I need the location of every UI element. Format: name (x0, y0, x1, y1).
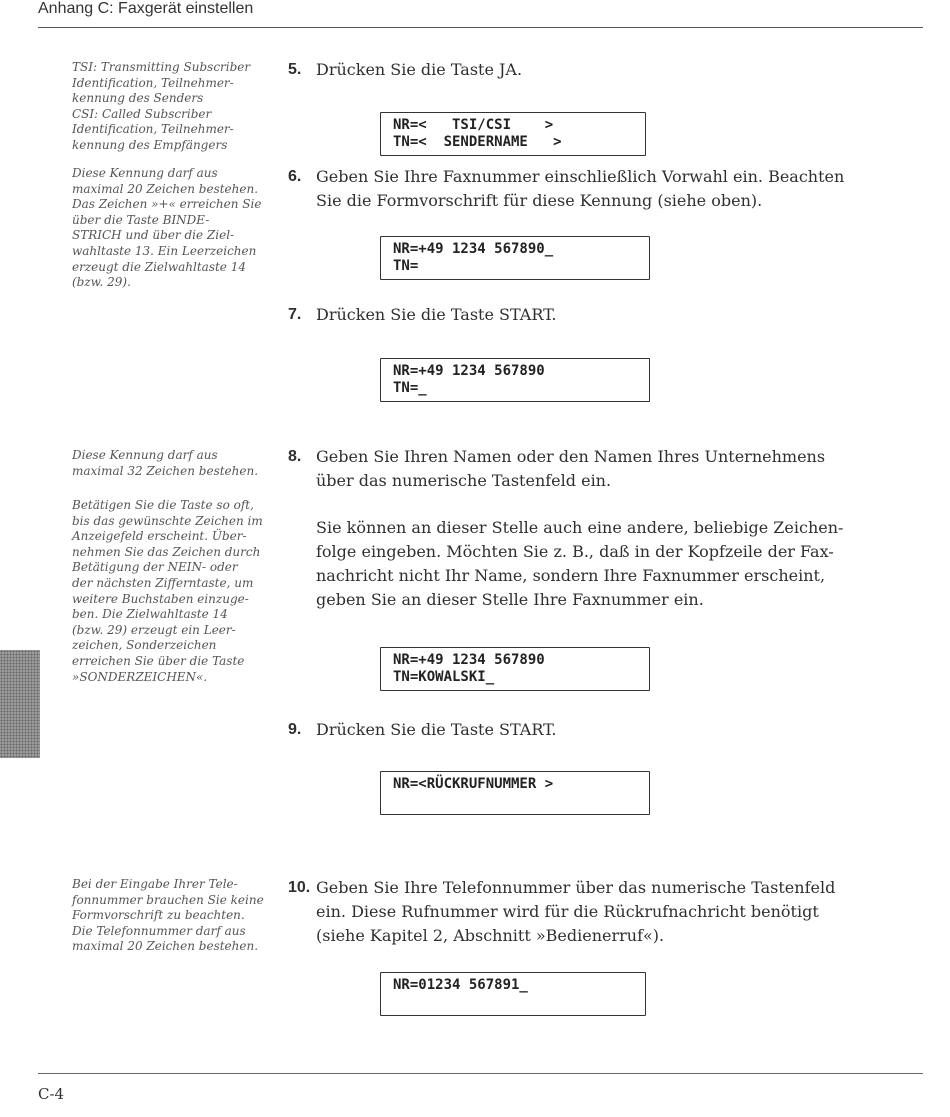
note-line: CSI: Called Subscriber (72, 106, 212, 121)
note-line: zeichen, Sonderzeichen (72, 638, 217, 653)
step-text-line: Sie die Formvorschrift für diese Kennung (siehe oben). (316, 191, 763, 210)
paragraph-line: Sie können an dieser Stelle auch eine andere, beliebige Zeichen- (316, 518, 844, 537)
note-line: Diese Kennung darf aus (72, 166, 218, 180)
note-line: Identification, Teilnehmer- (72, 75, 234, 90)
note-line: der nächsten Zifferntaste, um (72, 575, 254, 590)
step-5 (288, 58, 860, 82)
margin-note-phone-number (72, 877, 277, 955)
note-line: erreichen Sie über die Taste (72, 653, 245, 668)
step-10 (288, 876, 860, 948)
lcd-display-name-prompt (380, 358, 650, 402)
note-line: weitere Buchstaben einzuge- (72, 591, 249, 606)
lcd-display-callback-prompt (380, 771, 650, 815)
step-text: Drücken Sie die Taste JA. (316, 60, 523, 79)
lcd-line-2: TN=KOWALSKI_ (393, 669, 495, 685)
step-number: 8. (288, 448, 302, 465)
note-line: Betätigung der NEIN- oder (72, 560, 238, 575)
lcd-line-1: NR=+49 1234 567890_ (393, 241, 554, 257)
lcd-line-1: NR=+49 1234 567890 (393, 363, 545, 379)
step-text-line: über das numerische Tastenfeld ein. (316, 471, 612, 490)
note-line: maximal 20 Zeichen bestehen. (72, 939, 259, 954)
note-line: wahltaste 13. Ein Leerzeichen (72, 243, 257, 258)
note-line: Identification, Teilnehmer- (72, 122, 234, 137)
note-line: Formvorschrift zu beachten. (72, 908, 245, 923)
step-text-line: (siehe Kapitel 2, Abschnitt »Bedienerruf«). (316, 926, 665, 945)
margin-note-character-entry (72, 498, 277, 685)
step-6 (288, 165, 860, 213)
note-line: maximal 32 Zeichen bestehen. (72, 463, 259, 478)
note-line: TSI: Transmitting Subscriber (72, 60, 251, 74)
header-divider (38, 27, 923, 28)
note-line: Diese Kennung darf aus (72, 448, 218, 462)
lcd-line-2 (393, 994, 637, 1011)
lcd-line-2 (393, 793, 641, 810)
note-line: Bei der Eingabe Ihrer Tele- (72, 877, 238, 891)
step-8 (288, 445, 860, 493)
lcd-display-name-entered (380, 647, 650, 691)
step-text-line: Geben Sie Ihren Namen oder den Namen Ihres Unternehmens (316, 447, 826, 466)
step-text-line: Geben Sie Ihre Faxnummer einschließlich Vorwahl ein. Beachten (316, 167, 845, 186)
step-number: 7. (288, 306, 302, 323)
step-text: Drücken Sie die Taste START. (316, 305, 557, 324)
margin-note-tsi-csi (72, 60, 277, 154)
note-line: STRICH und über die Ziel- (72, 228, 235, 243)
step-number: 9. (288, 721, 302, 738)
paragraph-line: nachricht nicht Ihr Name, sondern Ihre Faxnummer erscheint, (316, 566, 826, 585)
note-line: (bzw. 29). (72, 275, 131, 290)
lcd-line-1: NR=01234 567891_ (393, 977, 528, 993)
margin-note-fax-id-length (72, 166, 277, 291)
lcd-display-callback-number (380, 972, 646, 1016)
note-line: ben. Die Zielwahltaste 14 (72, 607, 228, 622)
step-number: 5. (288, 61, 302, 78)
note-line: bis das gewünschte Zeichen im (72, 513, 263, 528)
paragraph-line: folge eingeben. Möchten Sie z. B., daß in der Kopfzeile der Fax- (316, 542, 834, 561)
note-line: kennung des Senders (72, 91, 204, 106)
note-line: nehmen Sie das Zeichen durch (72, 544, 261, 559)
step-number: 10. (288, 879, 311, 896)
note-line: (bzw. 29) erzeugt ein Leer- (72, 622, 236, 637)
page-number: C-4 (38, 1085, 65, 1103)
note-line: maximal 20 Zeichen bestehen. (72, 181, 259, 196)
lcd-line-1: NR=+49 1234 567890 (393, 652, 545, 668)
lcd-line-1: NR=< TSI/CSI > (393, 117, 554, 133)
page-header-title: Anhang C: Faxgerät einstellen (38, 0, 254, 17)
lcd-line-2: TN=< SENDERNAME > (393, 134, 562, 150)
step-number: 6. (288, 168, 302, 185)
step-text: Drücken Sie die Taste START. (316, 720, 557, 739)
note-line: kennung des Empfängers (72, 137, 228, 152)
footer-divider (38, 1073, 923, 1074)
lcd-display-tsi-csi (380, 112, 646, 156)
step-9 (288, 718, 860, 742)
margin-note-name-length (72, 448, 277, 479)
lcd-line-2: TN= (393, 258, 419, 274)
note-line: »SONDERZEICHEN«. (72, 669, 208, 684)
step-8-explanation (316, 516, 864, 612)
paragraph-line: geben Sie an dieser Stelle Ihre Faxnummer ein. (316, 590, 704, 609)
note-line: über die Taste BINDE- (72, 212, 210, 227)
step-text-line: ein. Diese Rufnummer wird für die Rückrufnachricht benötigt (316, 902, 819, 921)
note-line: fonnummer brauchen Sie keine (72, 892, 264, 907)
note-line: Betätigen Sie die Taste so oft, (72, 498, 254, 512)
step-text-line: Geben Sie Ihre Telefonnummer über das numerische Tastenfeld (316, 878, 836, 897)
note-line: Die Telefonnummer darf aus (72, 923, 246, 938)
note-line: erzeugt die Zielwahltaste 14 (72, 259, 246, 274)
note-line: Das Zeichen »+« erreichen Sie (72, 197, 262, 212)
step-7 (288, 303, 860, 327)
lcd-display-fax-number-entry (380, 236, 650, 280)
lcd-line-2: TN=_ (393, 380, 427, 396)
lcd-line-1: NR=<RÜCKRUFNUMMER > (393, 776, 554, 792)
note-line: Anzeigefeld erscheint. Über- (72, 529, 247, 544)
chapter-tab-marker (0, 650, 40, 758)
